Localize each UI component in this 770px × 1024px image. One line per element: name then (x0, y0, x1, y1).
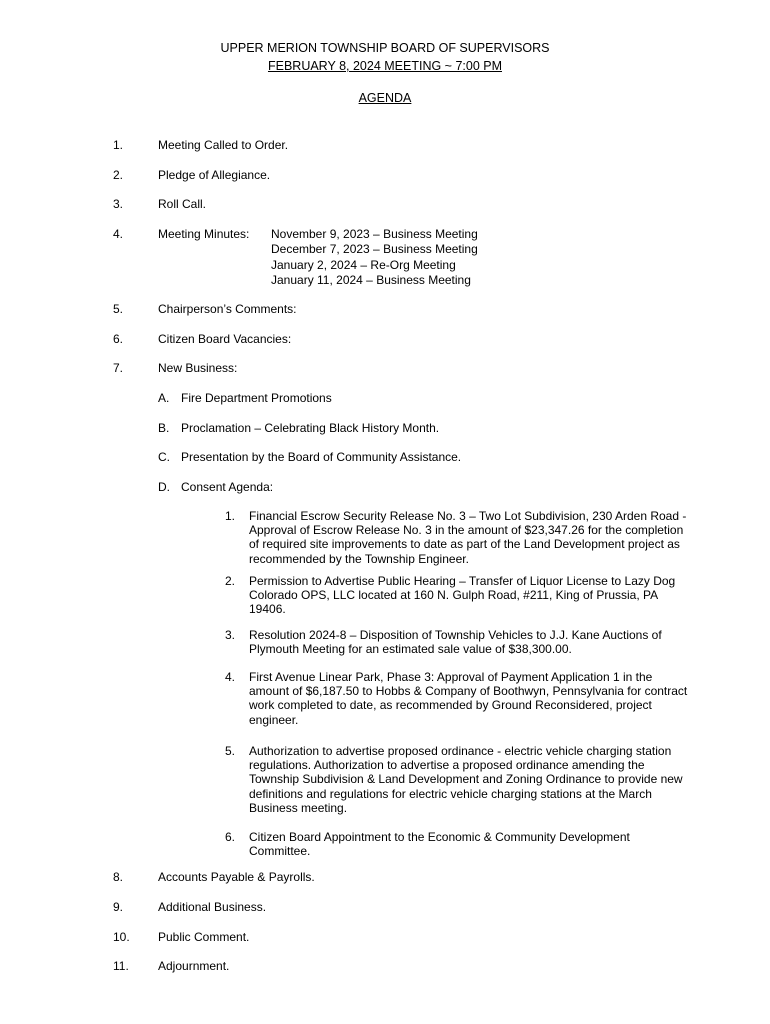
item-label: Additional Business. (158, 900, 267, 914)
subitem-letter: B. (158, 421, 170, 435)
item-label: Public Comment. (158, 930, 250, 944)
consent-number: 2. (225, 574, 236, 588)
minutes-list (271, 227, 478, 288)
subitem-text: Proclamation – Celebrating Black History Month. (181, 421, 440, 435)
item-number: 7. (113, 361, 124, 375)
consent-number: 3. (225, 628, 236, 642)
subitem-letter: C. (158, 450, 170, 464)
consent-number: 5. (225, 744, 236, 758)
item-number: 3. (113, 197, 124, 211)
consent-text: First Avenue Linear Park, Phase 3: Approval of Payment Application 1 in the amount of $6,187.50 to Hobbs & Company of Boothwyn, Pennsylvania for contract work completed to date, as recommended by Ground Reconsidered, project engineer. (249, 670, 688, 727)
item-label: Citizen Board Vacancies: (158, 332, 292, 346)
meeting-date: FEBRUARY 8, 2024 MEETING ~ 7:00 PM (267, 59, 502, 73)
item-number: 6. (113, 332, 124, 346)
consent-text: Permission to Advertise Public Hearing – Transfer of Liquor License to Lazy Dog Colorado OPS, LLC located at 160 N. Gulph Road, #211, King of Prussia, PA 19406. (249, 574, 676, 617)
minutes-entry: January 2, 2024 – Re-Org Meeting (271, 257, 456, 272)
consent-text: Resolution 2024-8 – Disposition of Township Vehicles to J.J. Kane Auctions of Plymouth Meeting for an estimated sale value of $38,300.00. (249, 628, 662, 657)
item-label: Chairperson’s Comments: (158, 302, 297, 316)
item-number: 11. (113, 959, 129, 973)
item-number: 4. (113, 227, 124, 241)
subitem-text: Presentation by the Board of Community Assistance. (181, 450, 462, 464)
consent-text: Authorization to advertise proposed ordinance - electric vehicle charging station regulations. Authorization to advertise a proposed ordinance amending the Township Subdivision & Land Development and Zoning Ordinance to provide new definitions and regulations for electric vehicle charging stations at the March Business meeting. (249, 744, 683, 815)
item-number: 2. (113, 168, 124, 182)
subitem-letter: D. (158, 480, 170, 494)
subitem-letter: A. (158, 391, 170, 405)
item-number: 5. (113, 302, 124, 316)
minutes-entry: December 7, 2023 – Business Meeting (271, 242, 478, 257)
item-label: New Business: (158, 361, 238, 375)
item-number: 10. (113, 930, 130, 944)
item-label: Pledge of Allegiance. (158, 168, 271, 182)
consent-number: 6. (225, 830, 236, 844)
item-number: 1. (113, 138, 124, 152)
consent-number: 1. (225, 509, 236, 523)
subitem-text: Consent Agenda: (181, 480, 274, 494)
minutes-entry: November 9, 2023 – Business Meeting (271, 227, 478, 241)
consent-text: Financial Escrow Security Release No. 3 – Two Lot Subdivision, 230 Arden Road - Approval of Escrow Release No. 3 in the amount of $23,347.26 for the completion of required site improvements to date as part of the Land Development project as recommended by the Township Engineer. (249, 509, 687, 566)
item-label: Meeting Called to Order. (158, 138, 289, 152)
document-title: UPPER MERION TOWNSHIP BOARD OF SUPERVISORS (220, 41, 550, 55)
item-label: Adjournment. (158, 959, 230, 973)
agenda-heading: AGENDA (358, 91, 412, 105)
consent-number: 4. (225, 670, 236, 684)
consent-text: Citizen Board Appointment to the Economic & Community Development Committee. (249, 830, 630, 859)
minutes-entry: January 11, 2024 – Business Meeting (271, 272, 471, 287)
item-number: 9. (113, 900, 124, 914)
item-label: Roll Call. (158, 197, 207, 211)
item-label: Meeting Minutes: (158, 227, 250, 241)
item-label: Accounts Payable & Payrolls. (158, 870, 315, 884)
subitem-text: Fire Department Promotions (181, 391, 332, 405)
item-number: 8. (113, 870, 124, 884)
